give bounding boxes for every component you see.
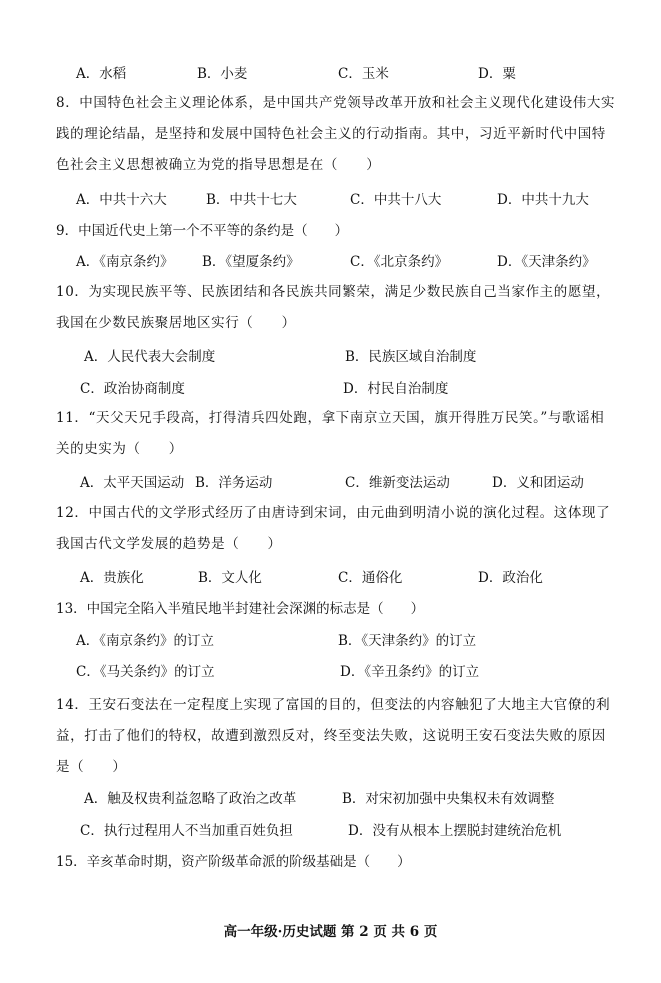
option: A．水稻 — [76, 66, 127, 82]
question-stem: 13．中国完全陷入半殖民地半封建社会深渊的标志是（ ） — [56, 601, 425, 617]
option: C．维新变法运动 — [345, 475, 450, 491]
option: A．中共十六大 — [76, 192, 167, 208]
question-stem: 9．中国近代史上第一个不平等的条约是（ ） — [56, 223, 349, 239]
option: C．中共十八大 — [350, 192, 442, 208]
question-stem: 10．为实现民族平等、民族团结和各民族共同繁荣，满足少数民族自己当家作主的愿望，我国在少数民族聚居地区实行（ ） — [56, 284, 611, 331]
option: C．通俗化 — [338, 570, 403, 586]
option: D．粟 — [478, 66, 516, 82]
option: A．太平天国运动 — [80, 475, 185, 491]
page-footer: 高一年级·历史试题 第 2 页 共 6 页 — [223, 924, 438, 940]
option: B．对宋初加强中央集权未有效调整 — [342, 791, 555, 807]
option: C．政治协商制度 — [80, 381, 185, 397]
option: C．执行过程用人不当加重百姓负担 — [80, 823, 293, 839]
option: D．义和团运动 — [492, 475, 584, 491]
question-stem: 14．王安石变法在一定程度上实现了富国的目的，但变法的内容触犯了大地主大官僚的利益，打击了他们的特权，故遭到激烈反对，终至变法失败，这说明王安石变法失败的原因是（ ） — [56, 697, 611, 775]
option: B．《天津条约》的订立 — [338, 633, 477, 649]
option: D．中共十九大 — [497, 192, 589, 208]
option: A．人民代表大会制度 — [84, 349, 216, 365]
option: B．小麦 — [197, 66, 248, 82]
option: D．《天津条约》 — [497, 254, 596, 270]
option: B．中共十七大 — [206, 192, 297, 208]
option: B．民族区域自治制度 — [345, 349, 477, 365]
option: A．《南京条约》的订立 — [76, 633, 214, 649]
question-stem: 12．中国古代的文学形式经历了由唐诗到宋词，由元曲到明清小说的演化过程。这体现了我国古代文学发展的趋势是（ ） — [56, 505, 611, 552]
option: C．《马关条约》的订立 — [76, 664, 215, 680]
option: B．《望厦条约》 — [202, 254, 300, 270]
option: C．玉米 — [338, 66, 389, 82]
option: C．《北京条约》 — [350, 254, 449, 270]
option: D．《辛丑条约》的订立 — [340, 664, 480, 680]
option: B．文人化 — [198, 570, 262, 586]
option: B．洋务运动 — [195, 475, 273, 491]
option: D．没有从根本上摆脱封建统治危机 — [348, 823, 562, 839]
option: A．《南京条约》 — [76, 254, 174, 270]
question-stem: 15．辛亥革命时期，资产阶级革命派的阶级基础是（ ） — [56, 854, 411, 870]
option: A．贵族化 — [80, 570, 144, 586]
question-stem: 8．中国特色社会主义理论体系，是中国共产党领导改革开放和社会主义现代化建设伟大实践的理论结晶，是坚持和发展中国特色社会主义的行动指南。其中，习近平新时代中国特色社会主义思想被确立为党的指导思想是在（ ） — [56, 95, 616, 173]
option: D．村民自治制度 — [343, 381, 449, 397]
option: A．触及权贵利益忽略了政治之改革 — [84, 791, 297, 807]
option: D．政治化 — [478, 570, 543, 586]
question-stem: 11．“天父天兄手段高，打得清兵四处跑，拿下南京立天国，旗开得胜万民笑。”与歌谣相关的史实为（ ） — [56, 410, 605, 457]
